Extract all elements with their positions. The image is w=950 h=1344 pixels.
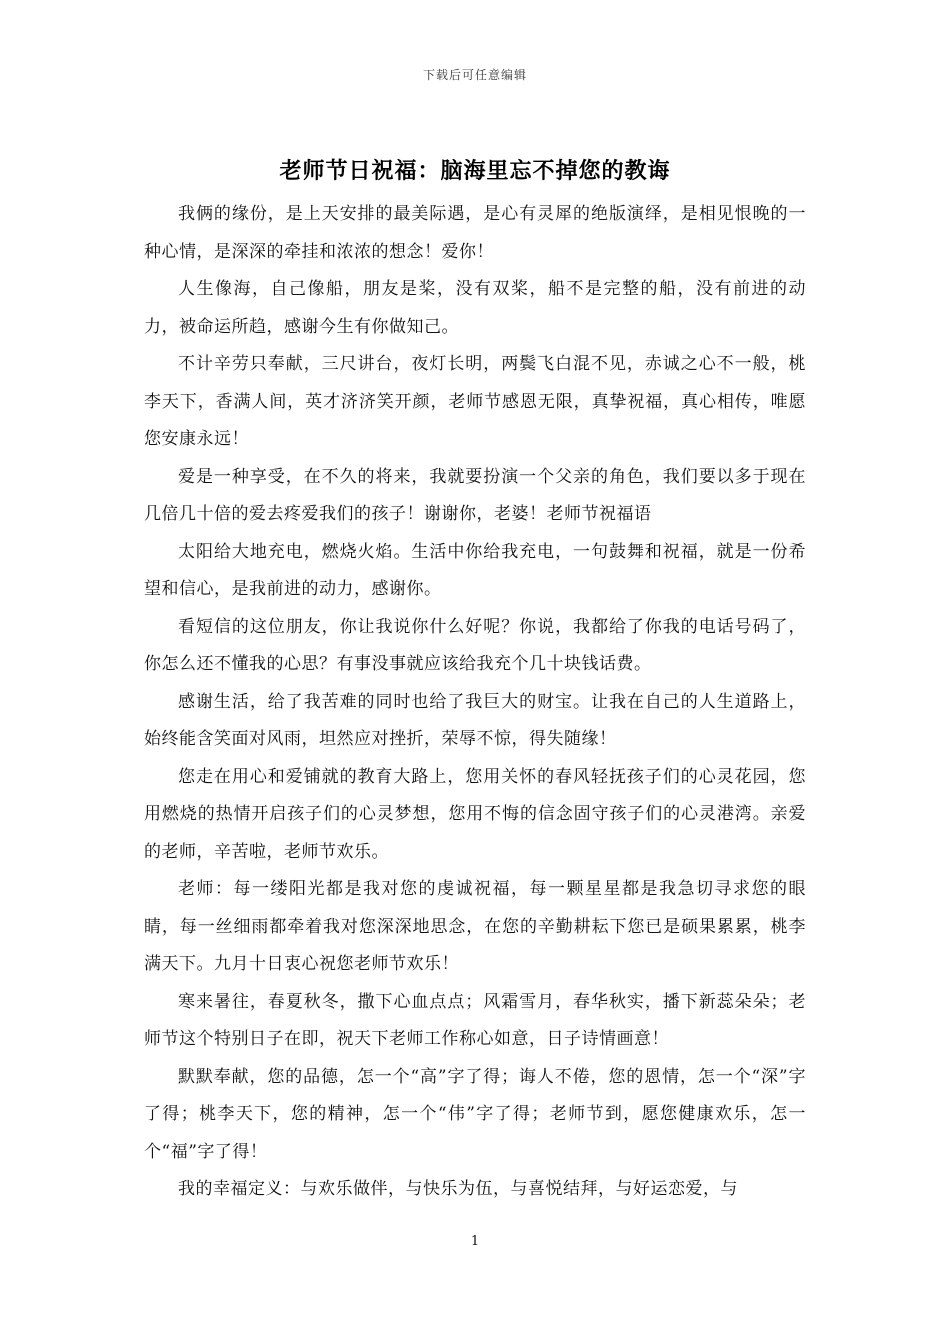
paragraph-3: 不计辛劳只奉献，三尺讲台，夜灯长明，两鬓飞白混不见，赤诚之心不一般，桃李天下，香满人间，英才济济笑开颜，老师节感恩无限，真挚祝福，真心相传，唯愿您安康永远！ [144, 354, 806, 449]
paragraph-1: 我俩的缘份，是上天安排的最美际遇，是心有灵犀的绝版演绎，是相见恨晚的一种心情，是深深的牵挂和浓浓的想念！爱你！ [144, 204, 806, 262]
download-editable-note: 下载后可任意编辑 [422, 68, 527, 82]
paragraph-2: 人生像海，自己像船，朋友是桨，没有双桨，船不是完整的船，没有前进的动力，被命运所趋，感谢今生有你做知己。 [144, 279, 806, 337]
paragraph-11: 默默奉献，您的品德，怎一个“高”字了得；诲人不倦，您的恩情，怎一个“深”字了得；桃李天下，您的精神，怎一个“伟”字了得；老师节到，愿您健康欢乐，怎一个“福”字了得！ [144, 1066, 806, 1162]
paragraph-9: 老师：每一缕阳光都是我对您的虔诚祝福，每一颗星星都是我急切寻求您的眼睛，每一丝细雨都牵着我对您深深地思念，在您的辛勤耕耘下您已是硕果累累，桃李满天下。九月十日衷心祝您老师节欢乐！ [144, 879, 806, 974]
document-body [144, 196, 806, 1209]
document-title: 老师节日祝福：脑海里忘不掉您的教诲 [279, 158, 671, 184]
paragraph-12: 我的幸福定义：与欢乐做伴，与快乐为伍，与喜悦结拜，与好运恋爱，与 [178, 1179, 738, 1199]
paragraph-4: 爱是一种享受，在不久的将来，我就要扮演一个父亲的角色，我们要以多于现在几倍几十倍的爱去疼爱我们的孩子！谢谢你，老婆！老师节祝福语 [144, 466, 806, 524]
paragraph-8: 您走在用心和爱铺就的教育大路上，您用关怀的春风轻抚孩子们的心灵花园，您用燃烧的热情开启孩子们的心灵梦想，您用不悔的信念固守孩子们的心灵港湾。亲爱的老师，辛苦啦，老师节欢乐。 [144, 766, 806, 862]
paragraph-5: 太阳给大地充电，燃烧火焰。生活中你给我充电，一句鼓舞和祝福，就是一份希望和信心，是我前进的动力，感谢你。 [144, 541, 806, 599]
page-number: 1 [470, 1234, 480, 1249]
paragraph-6: 看短信的这位朋友，你让我说你什么好呢？你说，我都给了你我的电话号码了，你怎么还不懂我的心思？有事没事就应该给我充个几十块钱话费。 [144, 616, 806, 674]
paragraph-10: 寒来暑往，春夏秋冬，撒下心血点点；风霜雪月，春华秋实，播下新蕊朵朵；老师节这个特别日子在即，祝天下老师工作称心如意，日子诗情画意！ [144, 991, 806, 1049]
paragraph-7: 感谢生活，给了我苦难的同时也给了我巨大的财宝。让我在自己的人生道路上，始终能含笑面对风雨，坦然应对挫折，荣辱不惊，得失随缘！ [144, 691, 806, 749]
